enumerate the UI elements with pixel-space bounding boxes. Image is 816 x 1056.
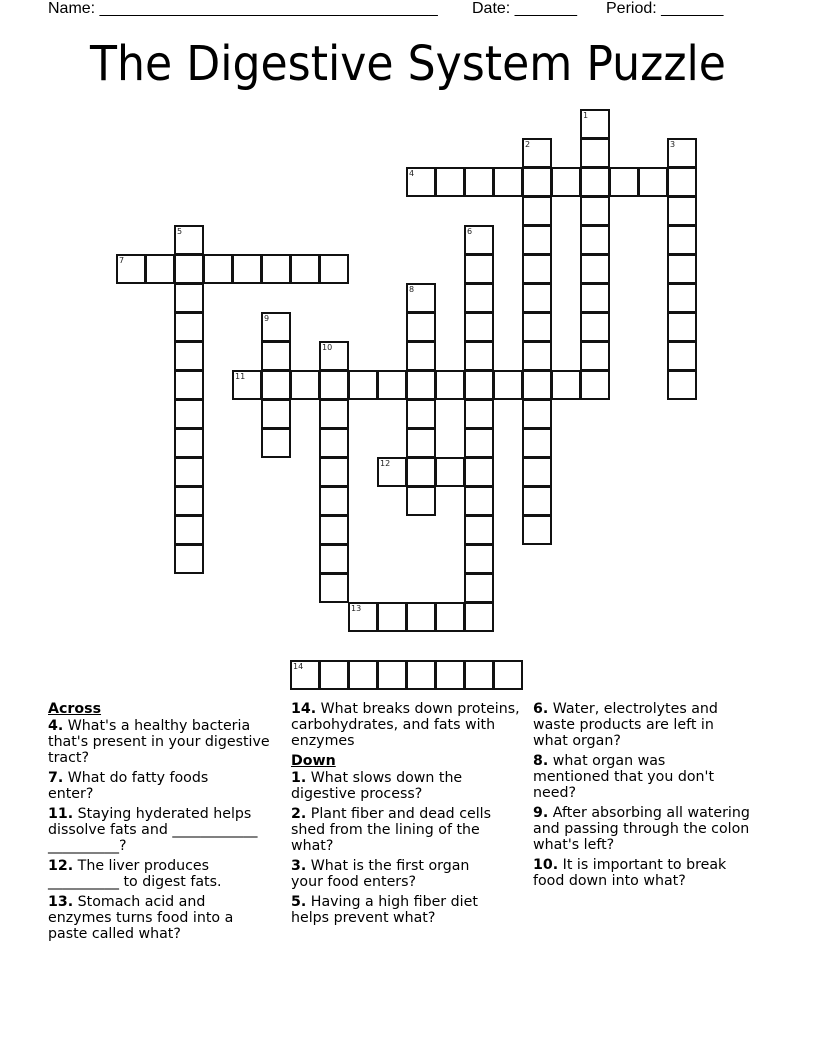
crossword-cell[interactable]	[464, 515, 494, 545]
clue-number: 13.	[48, 894, 74, 910]
crossword-cell[interactable]	[464, 283, 494, 313]
crossword-cell[interactable]	[319, 660, 349, 690]
clue-text: What do fatty foods enter?	[48, 770, 209, 802]
clue-number: 10.	[533, 857, 559, 873]
crossword-cell[interactable]	[522, 399, 552, 429]
crossword-cell[interactable]	[464, 573, 494, 603]
crossword-cell[interactable]	[580, 312, 610, 342]
crossword-cell[interactable]	[174, 341, 204, 371]
crossword-cell[interactable]	[261, 428, 291, 458]
crossword-cell[interactable]	[406, 660, 436, 690]
crossword-cell[interactable]	[435, 457, 465, 487]
clue-number: 6.	[533, 701, 549, 717]
crossword-cell[interactable]	[174, 254, 204, 284]
crossword-cell[interactable]	[580, 109, 610, 139]
crossword-cell[interactable]	[174, 370, 204, 400]
clue-across-4	[48, 718, 284, 766]
crossword-cell[interactable]	[522, 138, 552, 168]
crossword-cell[interactable]	[609, 167, 639, 197]
clue-across-14	[291, 701, 523, 749]
crossword-cell[interactable]	[116, 254, 146, 284]
crossword-cell[interactable]	[464, 457, 494, 487]
crossword-cell[interactable]	[464, 660, 494, 690]
crossword-cell[interactable]	[406, 312, 436, 342]
crossword-cell[interactable]	[522, 254, 552, 284]
clue-number-label: 10	[322, 343, 333, 352]
clue-text: What slows down the digestive process?	[291, 770, 463, 802]
clue-number-label: 5	[177, 227, 183, 236]
crossword-cell[interactable]	[232, 254, 262, 284]
crossword-cell[interactable]	[406, 428, 436, 458]
clue-across-7	[48, 770, 228, 802]
crossword-cell[interactable]	[580, 283, 610, 313]
crossword-cell[interactable]	[406, 486, 436, 516]
clue-number-label: 4	[409, 169, 415, 178]
crossword-cell[interactable]	[638, 167, 668, 197]
clue-down-6	[533, 701, 738, 749]
clue-across-13	[48, 894, 253, 942]
clue-text: The liver produces __________ to digest fats.	[48, 858, 222, 890]
crossword-cell[interactable]	[203, 254, 233, 284]
crossword-cell[interactable]	[580, 225, 610, 255]
crossword-cell[interactable]	[522, 225, 552, 255]
crossword-cell[interactable]	[406, 602, 436, 632]
crossword-cell[interactable]	[580, 370, 610, 400]
crossword-cell[interactable]	[174, 457, 204, 487]
clue-number-label: 9	[264, 314, 270, 323]
crossword-cell[interactable]	[319, 428, 349, 458]
crossword-cell[interactable]	[464, 486, 494, 516]
crossword-cell[interactable]	[319, 515, 349, 545]
crossword-cell[interactable]	[667, 225, 697, 255]
crossword-cell[interactable]	[522, 283, 552, 313]
clues-column-1	[48, 701, 284, 946]
crossword-cell[interactable]	[232, 370, 262, 400]
crossword-cell[interactable]	[261, 399, 291, 429]
clues-column-2	[291, 701, 523, 930]
clue-number: 2.	[291, 806, 307, 822]
clue-number: 5.	[291, 894, 307, 910]
clue-number: 8.	[533, 753, 549, 769]
crossword-cell[interactable]	[464, 370, 494, 400]
clue-number: 4.	[48, 718, 64, 734]
crossword-cell[interactable]	[319, 486, 349, 516]
crossword-cell[interactable]	[174, 312, 204, 342]
crossword-cell[interactable]	[348, 660, 378, 690]
crossword-cell[interactable]	[377, 602, 407, 632]
crossword-cell[interactable]	[435, 602, 465, 632]
clue-text: It is important to break food down into what?	[533, 857, 727, 889]
across-heading: Across	[48, 701, 102, 717]
crossword-cell[interactable]	[319, 254, 349, 284]
crossword-cell[interactable]	[493, 660, 523, 690]
crossword-cell[interactable]	[667, 167, 697, 197]
crossword-cell[interactable]	[551, 370, 581, 400]
crossword-cell[interactable]	[464, 544, 494, 574]
crossword-cell[interactable]	[522, 457, 552, 487]
crossword-cell[interactable]	[406, 399, 436, 429]
clue-text: Stomach acid and enzymes turns food into a paste called what?	[48, 894, 234, 942]
crossword-cell[interactable]	[145, 254, 175, 284]
crossword-cell[interactable]	[464, 225, 494, 255]
crossword-cell[interactable]	[406, 370, 436, 400]
crossword-cell[interactable]	[435, 660, 465, 690]
crossword-cell[interactable]	[174, 225, 204, 255]
crossword-cell[interactable]	[522, 312, 552, 342]
crossword-cell[interactable]	[580, 254, 610, 284]
down-heading: Down	[291, 753, 336, 769]
crossword-cell[interactable]	[406, 167, 436, 197]
clue-text: What breaks down proteins, carbohydrates, and fats with enzymes	[291, 701, 520, 749]
crossword-cell[interactable]	[174, 399, 204, 429]
clue-text: Having a high fiber diet helps prevent what?	[291, 894, 478, 926]
clue-number: 1.	[291, 770, 307, 786]
page-title: The Digestive System Puzzle	[90, 36, 726, 92]
crossword-cell[interactable]	[464, 602, 494, 632]
crossword-cell[interactable]	[290, 660, 320, 690]
clue-text: After absorbing all watering and passing through the colon what's left?	[533, 805, 750, 853]
crossword-cell[interactable]	[580, 138, 610, 168]
clue-number: 3.	[291, 858, 307, 874]
clue-number-label: 6	[467, 227, 473, 236]
crossword-cell[interactable]	[522, 370, 552, 400]
clue-number-label: 14	[293, 662, 304, 671]
crossword-cell[interactable]	[464, 428, 494, 458]
clue-number-label: 8	[409, 285, 415, 294]
crossword-cell[interactable]	[580, 167, 610, 197]
clue-down-2	[291, 806, 516, 854]
crossword-cell[interactable]	[174, 544, 204, 574]
clue-down-9	[533, 805, 758, 853]
clue-number-label: 3	[670, 140, 676, 149]
clues-column-3	[533, 701, 765, 893]
clue-down-3	[291, 858, 496, 890]
clue-text: Water, electrolytes and waste products are left in what organ?	[533, 701, 718, 749]
crossword-cell[interactable]	[522, 196, 552, 226]
crossword-cell[interactable]	[261, 370, 291, 400]
clue-text: Staying hyderated helps dissolve fats and ____________ __________?	[48, 806, 258, 854]
crossword-cell[interactable]	[522, 515, 552, 545]
clue-across-12	[48, 858, 253, 890]
crossword-cell[interactable]	[435, 167, 465, 197]
crossword-cell[interactable]	[667, 370, 697, 400]
crossword-cell[interactable]	[464, 399, 494, 429]
period-field-label: Period: _______	[606, 0, 724, 17]
clue-text: what organ was mentioned that you don't need?	[533, 753, 715, 801]
crossword-cell[interactable]	[261, 312, 291, 342]
clue-text: What's a healthy bacteria that's present in your digestive tract?	[48, 718, 270, 766]
crossword-cell[interactable]	[551, 167, 581, 197]
crossword-cell[interactable]	[522, 341, 552, 371]
clue-number-label: 13	[351, 604, 362, 613]
crossword-cell[interactable]	[319, 399, 349, 429]
crossword-cell[interactable]	[319, 341, 349, 371]
clue-text: Plant fiber and dead cells shed from the lining of the what?	[291, 806, 491, 854]
crossword-cell[interactable]	[493, 370, 523, 400]
crossword-cell[interactable]	[377, 370, 407, 400]
crossword-cell[interactable]	[290, 254, 320, 284]
crossword-cell[interactable]	[522, 486, 552, 516]
crossword-cell[interactable]	[667, 254, 697, 284]
crossword-cell[interactable]	[464, 341, 494, 371]
crossword-cell[interactable]	[580, 341, 610, 371]
crossword-cell[interactable]	[580, 196, 610, 226]
crossword-cell[interactable]	[319, 457, 349, 487]
crossword-cell[interactable]	[290, 370, 320, 400]
name-field-label: Name: ______________________________________	[48, 0, 438, 17]
crossword-cell[interactable]	[522, 167, 552, 197]
crossword-cell[interactable]	[377, 457, 407, 487]
crossword-cell[interactable]	[261, 341, 291, 371]
crossword-cell[interactable]	[667, 283, 697, 313]
crossword-cell[interactable]	[667, 312, 697, 342]
crossword-cell[interactable]	[319, 544, 349, 574]
crossword-cell[interactable]	[667, 138, 697, 168]
clue-text: What is the first organ your food enters?	[291, 858, 470, 890]
crossword-cell[interactable]	[174, 428, 204, 458]
crossword-cell[interactable]	[406, 341, 436, 371]
crossword-cell[interactable]	[174, 515, 204, 545]
crossword-cell[interactable]	[348, 602, 378, 632]
clue-number: 11.	[48, 806, 74, 822]
clue-down-1	[291, 770, 491, 802]
clue-down-5	[291, 894, 501, 926]
crossword-cell[interactable]	[319, 573, 349, 603]
crossword-cell[interactable]	[435, 370, 465, 400]
crossword-cell[interactable]	[319, 370, 349, 400]
clue-number-label: 1	[583, 111, 589, 120]
crossword-cell[interactable]	[464, 167, 494, 197]
crossword-cell[interactable]	[406, 283, 436, 313]
clue-number: 12.	[48, 858, 74, 874]
crossword-cell[interactable]	[493, 167, 523, 197]
crossword-cell[interactable]	[464, 254, 494, 284]
crossword-cell[interactable]	[174, 283, 204, 313]
crossword-cell[interactable]	[667, 341, 697, 371]
clue-number-label: 11	[235, 372, 246, 381]
clue-number: 9.	[533, 805, 549, 821]
clue-number: 14.	[291, 701, 317, 717]
crossword-cell[interactable]	[348, 370, 378, 400]
clue-number-label: 12	[380, 459, 391, 468]
crossword-cell[interactable]	[667, 196, 697, 226]
date-field-label: Date: _______	[472, 0, 577, 17]
crossword-cell[interactable]	[406, 457, 436, 487]
clue-number: 7.	[48, 770, 64, 786]
crossword-cell[interactable]	[522, 428, 552, 458]
clue-across-11	[48, 806, 268, 854]
clue-number-label: 2	[525, 140, 531, 149]
clue-down-10	[533, 857, 748, 889]
clue-number-label: 7	[119, 256, 125, 265]
clue-down-8	[533, 753, 733, 801]
crossword-cell[interactable]	[377, 660, 407, 690]
crossword-cell[interactable]	[464, 312, 494, 342]
crossword-cell[interactable]	[174, 486, 204, 516]
crossword-cell[interactable]	[261, 254, 291, 284]
